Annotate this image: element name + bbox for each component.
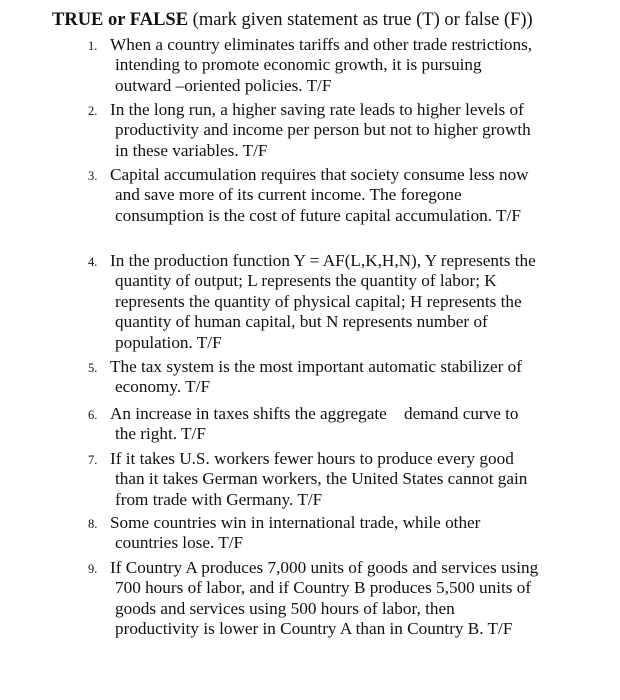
question-text: In the long run, a higher saving rate leads to higher levels of productivity and income per person but not to higher growth in these variables. T/F: [110, 100, 531, 160]
title-bold: TRUE or FALSE: [52, 10, 189, 30]
question-text: When a country eliminates tariffs and other trade restrictions, intending to promote economic growth, it is pursuing outward –oriented policies. T/F: [110, 35, 533, 95]
question-number: 7.: [88, 453, 98, 467]
question-number: 3.: [88, 169, 98, 183]
question-item-3: [88, 165, 540, 226]
question-text: An increase in taxes shifts the aggregate demand curve to the right. T/F: [110, 404, 523, 444]
question-item-7: [88, 449, 540, 510]
question-number: 5.: [88, 361, 98, 375]
question-text: The tax system is the most important automatic stabilizer of economy. T/F: [110, 357, 522, 397]
question-number: 1.: [88, 39, 98, 53]
title-instructions: (mark given statement as true (T) or false (F)): [188, 10, 533, 30]
question-item-2: [88, 100, 540, 161]
question-item-6: [88, 404, 540, 445]
question-item-4: [88, 251, 540, 353]
question-number: 2.: [88, 104, 98, 118]
question-text: In the production function Y = AF(L,K,H,N), Y represents the quantity of output; L represents the quantity of labor; K represents the quantity of physical capital; H represents the quantity of human capital, but N represents number of population. T/F: [110, 251, 536, 352]
question-text: If Country A produces 7,000 units of goods and services using 700 hours of labor, and if Country B produces 5,500 units of goods and services using 500 hours of labor, then productivity is lower in Country A than in Country B. T/F: [110, 558, 539, 639]
question-number: 9.: [88, 562, 98, 576]
question-item-5: [88, 357, 540, 398]
question-number: 4.: [88, 255, 98, 269]
question-number: 8.: [88, 517, 98, 531]
page-title: [52, 9, 533, 31]
question-number: 6.: [88, 408, 98, 422]
question-item-1: [88, 35, 540, 96]
question-item-9: [88, 558, 540, 640]
question-text: If it takes U.S. workers fewer hours to produce every good than it takes German workers, the United States cannot gain from trade with Germany. T/F: [110, 449, 528, 509]
question-text: Capital accumulation requires that society consume less now and save more of its current income. The foregone consumption is the cost of future capital accumulation. T/F: [110, 165, 529, 225]
question-text: Some countries win in international trade, while other countries lose. T/F: [110, 513, 481, 553]
question-item-8: [88, 513, 540, 554]
